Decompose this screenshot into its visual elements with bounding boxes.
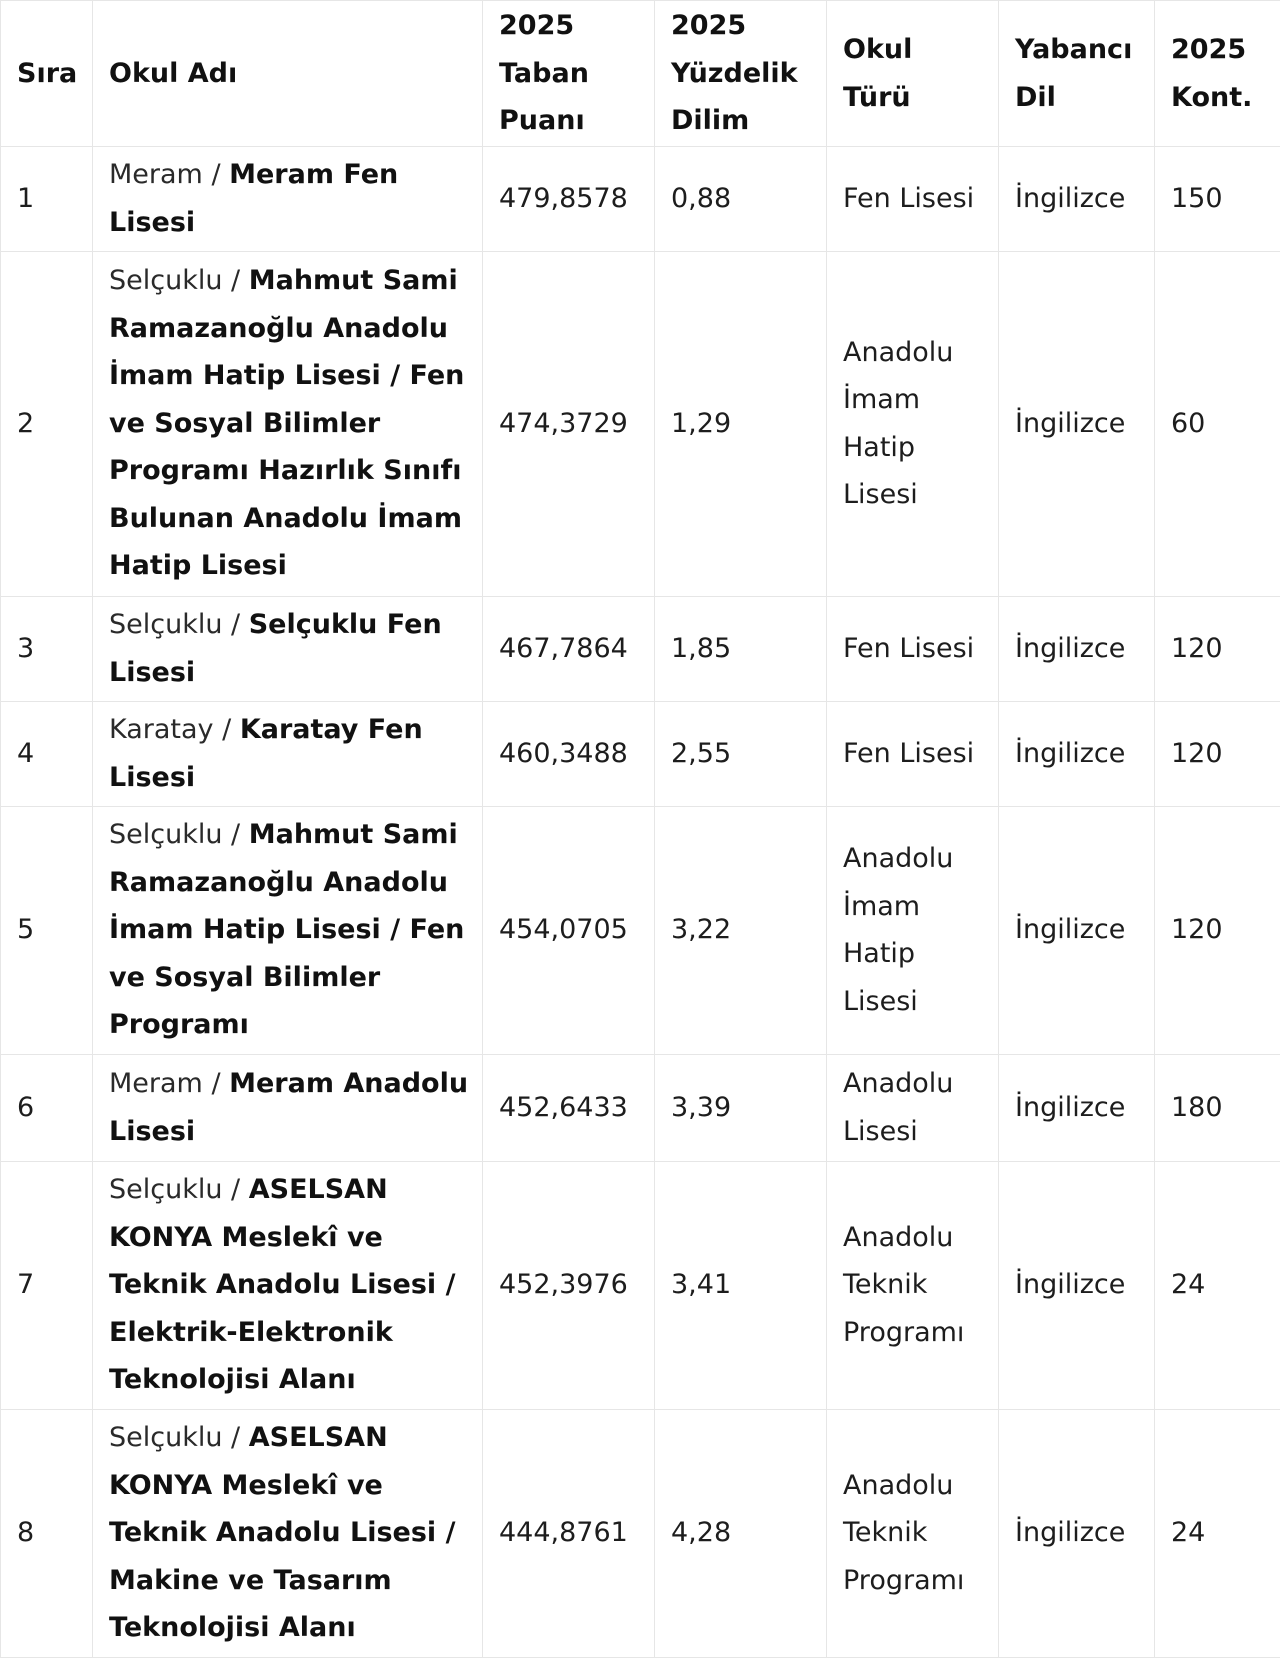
cell-okul-adi [93, 1410, 483, 1658]
cell-okul-turu: Anadolu Teknik Programı [827, 1162, 999, 1410]
table-row [1, 1410, 1280, 1658]
cell-sira: 8 [1, 1410, 93, 1658]
table-row [1, 1055, 1280, 1162]
separator: / [222, 1422, 248, 1453]
cell-kontenjan: 120 [1155, 597, 1280, 702]
cell-kontenjan: 120 [1155, 807, 1280, 1055]
cell-taban-puani: 479,8578 [483, 147, 655, 252]
cell-okul-adi [93, 1055, 483, 1162]
cell-taban-puani: 454,0705 [483, 807, 655, 1055]
cell-yuzdelik-dilim: 1,29 [655, 252, 827, 597]
school-name: Mahmut Sami Ramazanoğlu Anadolu İmam Hatip Lisesi / Fen ve Sosyal Bilimler Programı Hazırlık Sınıfı Bulunan Anadolu İmam Hatip Lisesi [109, 265, 464, 581]
cell-taban-puani: 452,3976 [483, 1162, 655, 1410]
cell-okul-turu: Fen Lisesi [827, 597, 999, 702]
district-name: Meram [109, 1068, 203, 1099]
separator: / [203, 159, 229, 190]
cell-yabanci-dil: İngilizce [999, 597, 1155, 702]
table-row [1, 807, 1280, 1055]
cell-yuzdelik-dilim: 2,55 [655, 702, 827, 807]
table-row [1, 702, 1280, 807]
separator: / [222, 1174, 248, 1205]
header-taban-puani: 2025 Taban Puanı [483, 1, 655, 147]
cell-okul-turu: Fen Lisesi [827, 702, 999, 807]
school-name: ASELSAN KONYA Meslekî ve Teknik Anadolu Lisesi / Elektrik-Elektronik Teknolojisi Alanı [109, 1174, 455, 1395]
header-kontenjan: 2025 Kont. [1155, 1, 1280, 147]
cell-kontenjan: 150 [1155, 147, 1280, 252]
cell-taban-puani: 474,3729 [483, 252, 655, 597]
cell-kontenjan: 120 [1155, 702, 1280, 807]
cell-okul-turu: Anadolu Teknik Programı [827, 1410, 999, 1658]
school-name: Selçuklu Fen Lisesi [109, 609, 442, 688]
district-name: Selçuklu [109, 265, 222, 296]
cell-okul-turu: Fen Lisesi [827, 147, 999, 252]
separator: / [203, 1068, 229, 1099]
cell-kontenjan: 24 [1155, 1162, 1280, 1410]
table-row [1, 252, 1280, 597]
header-okul-adi: Okul Adı [93, 1, 483, 147]
cell-yabanci-dil: İngilizce [999, 1055, 1155, 1162]
header-yuzdelik-dilim: 2025 Yüzdelik Dilim [655, 1, 827, 147]
separator: / [222, 265, 248, 296]
cell-sira: 4 [1, 702, 93, 807]
cell-okul-adi [93, 807, 483, 1055]
table-row [1, 147, 1280, 252]
district-name: Selçuklu [109, 1422, 222, 1453]
cell-kontenjan: 24 [1155, 1410, 1280, 1658]
cell-okul-adi [93, 147, 483, 252]
cell-sira: 6 [1, 1055, 93, 1162]
cell-okul-adi [93, 597, 483, 702]
cell-taban-puani: 452,6433 [483, 1055, 655, 1162]
school-name: Meram Anadolu Lisesi [109, 1068, 468, 1147]
separator: / [222, 609, 248, 640]
cell-sira: 7 [1, 1162, 93, 1410]
table-header-row [1, 1, 1280, 147]
district-name: Selçuklu [109, 609, 222, 640]
cell-sira: 1 [1, 147, 93, 252]
cell-okul-turu: Anadolu İmam Hatip Lisesi [827, 252, 999, 597]
cell-taban-puani: 460,3488 [483, 702, 655, 807]
cell-yabanci-dil: İngilizce [999, 702, 1155, 807]
cell-yuzdelik-dilim: 4,28 [655, 1410, 827, 1658]
district-name: Meram [109, 159, 203, 190]
cell-taban-puani: 467,7864 [483, 597, 655, 702]
cell-yuzdelik-dilim: 1,85 [655, 597, 827, 702]
district-name: Karatay [109, 714, 214, 745]
header-yabanci-dil: Yabancı Dil [999, 1, 1155, 147]
cell-yabanci-dil: İngilizce [999, 1410, 1155, 1658]
school-name: Karatay Fen Lisesi [109, 714, 423, 793]
cell-sira: 2 [1, 252, 93, 597]
school-name: Mahmut Sami Ramazanoğlu Anadolu İmam Hatip Lisesi / Fen ve Sosyal Bilimler Programı [109, 819, 464, 1040]
cell-okul-adi [93, 252, 483, 597]
separator: / [222, 819, 248, 850]
cell-taban-puani: 444,8761 [483, 1410, 655, 1658]
cell-yabanci-dil: İngilizce [999, 1162, 1155, 1410]
header-sira: Sıra [1, 1, 93, 147]
cell-yuzdelik-dilim: 3,39 [655, 1055, 827, 1162]
cell-yabanci-dil: İngilizce [999, 807, 1155, 1055]
cell-kontenjan: 60 [1155, 252, 1280, 597]
cell-sira: 3 [1, 597, 93, 702]
school-name: ASELSAN KONYA Meslekî ve Teknik Anadolu Lisesi / Makine ve Tasarım Teknolojisi Alanı [109, 1422, 455, 1643]
district-name: Selçuklu [109, 1174, 222, 1205]
cell-kontenjan: 180 [1155, 1055, 1280, 1162]
cell-okul-turu: Anadolu İmam Hatip Lisesi [827, 807, 999, 1055]
district-name: Selçuklu [109, 819, 222, 850]
cell-yuzdelik-dilim: 0,88 [655, 147, 827, 252]
cell-okul-turu: Anadolu Lisesi [827, 1055, 999, 1162]
cell-okul-adi [93, 702, 483, 807]
cell-okul-adi [93, 1162, 483, 1410]
header-okul-turu: Okul Türü [827, 1, 999, 147]
cell-sira: 5 [1, 807, 93, 1055]
cell-yabanci-dil: İngilizce [999, 147, 1155, 252]
table-row [1, 597, 1280, 702]
cell-yuzdelik-dilim: 3,41 [655, 1162, 827, 1410]
cell-yabanci-dil: İngilizce [999, 252, 1155, 597]
cell-yuzdelik-dilim: 3,22 [655, 807, 827, 1055]
table-row [1, 1162, 1280, 1410]
separator: / [214, 714, 240, 745]
school-name: Meram Fen Lisesi [109, 159, 398, 238]
